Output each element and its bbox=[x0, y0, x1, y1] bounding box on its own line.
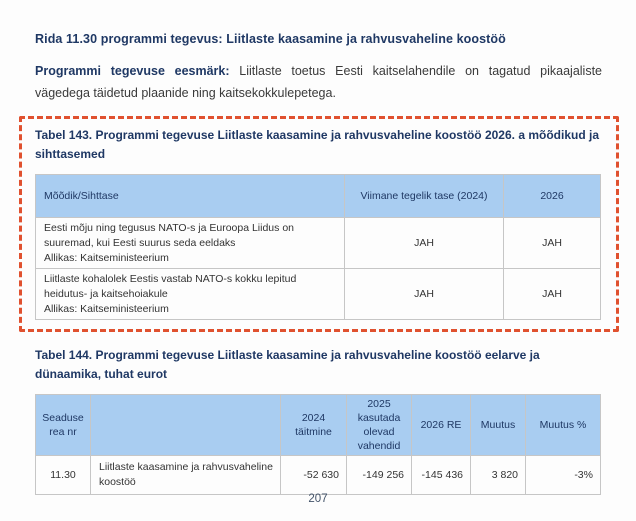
metric-text: Eesti mõju ning tegusus NATO-s ja Euroopa Liidus on suuremad, kui Eesti suurus seda eeldaks bbox=[44, 221, 294, 249]
value-2025-vahendid-cell: -149 256 bbox=[347, 456, 412, 495]
activity-name-cell: Liitlaste kaasamine ja rahvusvaheline koostöö bbox=[91, 456, 281, 495]
table-143-header-row bbox=[36, 175, 601, 218]
col-header-muutus: Muutus bbox=[471, 395, 526, 456]
value-2026-re-cell: -145 436 bbox=[412, 456, 471, 495]
objective-label: Programmi tegevuse eesmärk: bbox=[35, 64, 230, 78]
highlight-dashed-box bbox=[19, 116, 619, 332]
value-2026-cell: JAH bbox=[504, 269, 601, 320]
col-header-2026: 2026 bbox=[504, 175, 601, 218]
col-header-moodik: Mõõdik/Sihttase bbox=[36, 175, 345, 218]
table-144-header-row bbox=[36, 395, 601, 456]
value-2024-cell: JAH bbox=[345, 218, 504, 269]
row-activity-heading: Rida 11.30 programmi tegevus: Liitlaste kaasamine ja rahvusvaheline koostöö bbox=[35, 32, 506, 46]
col-header-muutus-pct: Muutus % bbox=[526, 395, 601, 456]
value-2024-taitmine-cell: -52 630 bbox=[281, 456, 347, 495]
table-143-caption: Tabel 143. Programmi tegevuse Liitlaste kaasamine ja rahvusvaheline koostöö 2026. a mõõdikud ja sihttasemed bbox=[35, 128, 599, 161]
table-row bbox=[36, 456, 601, 495]
value-2026-cell: JAH bbox=[504, 218, 601, 269]
value-muutus-cell: 3 820 bbox=[471, 456, 526, 495]
table-row bbox=[36, 218, 601, 269]
metric-source: Allikas: Kaitseministeerium bbox=[44, 251, 169, 264]
metric-cell bbox=[36, 269, 345, 320]
table-row bbox=[36, 269, 601, 320]
col-header-empty bbox=[91, 395, 281, 456]
col-header-viimane-tase: Viimane tegelik tase (2024) bbox=[345, 175, 504, 218]
table-144-budget bbox=[35, 394, 601, 495]
metric-cell bbox=[36, 218, 345, 269]
value-muutus-pct-cell: -3% bbox=[526, 456, 601, 495]
page-number: 207 bbox=[308, 493, 328, 505]
col-header-2025-vahendid: 2025 kasutada olevad vahendid bbox=[347, 395, 412, 456]
metric-text: Liitlaste kohalolek Eestis vastab NATO-s kokku lepitud heidutus- ja kaitsehoiakule bbox=[44, 272, 297, 300]
col-header-2024-taitmine: 2024 täitmine bbox=[281, 395, 347, 456]
objective-text: Liitlaste toetus Eesti kaitselahendile on tagatud pikaajaliste vägedega täidetud plaanide ning kaitsekokkulepetega. bbox=[35, 64, 603, 100]
col-header-2026-re: 2026 RE bbox=[412, 395, 471, 456]
table-144-caption: Tabel 144. Programmi tegevuse Liitlaste kaasamine ja rahvusvaheline koostöö eelarve ja dünaamika, tuhat eurot bbox=[35, 348, 540, 381]
table-143-metrics bbox=[35, 174, 601, 320]
col-header-seaduse-rea-nr: Seaduse rea nr bbox=[36, 395, 91, 456]
value-2024-cell: JAH bbox=[345, 269, 504, 320]
rea-nr-cell: 11.30 bbox=[36, 456, 91, 495]
metric-source: Allikas: Kaitseministeerium bbox=[44, 302, 169, 315]
program-objective-paragraph bbox=[35, 60, 602, 104]
